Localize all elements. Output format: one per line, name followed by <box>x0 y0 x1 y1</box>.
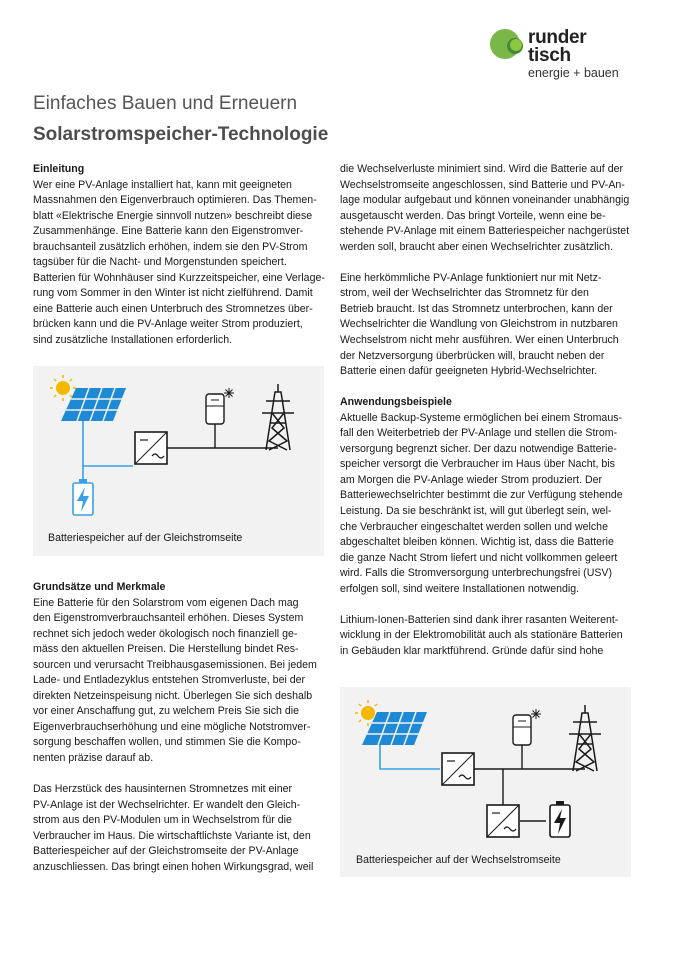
examples-heading: Anwendungsbeispiele <box>340 396 452 409</box>
left-intro-section <box>33 162 333 349</box>
text-line: sorgung beschaffen wollen, und stimmen Sie die Kompo- <box>33 736 301 749</box>
battery-icon <box>550 801 570 837</box>
text-line: blatt «Elektrische Energie sinnvoll nutzen» beschreibt diese <box>33 209 313 222</box>
text-line: Zusammenhänge. Eine Batterie kann den Eigenstromver- <box>33 225 304 238</box>
text-line: abgeschaltet bleiben können. Wichtig ist, dass die Batterie <box>340 536 614 549</box>
lithium-text <box>340 613 650 660</box>
intro-text <box>33 178 333 349</box>
text-line: werden soll, braucht aber einen Wechselrichter zusätzlich. <box>340 240 614 253</box>
principles-heading: Grundsätze und Merkmale <box>33 581 166 593</box>
text-line: Wechselrichter die Wandlung von Gleichstrom in nutzbaren <box>340 318 618 331</box>
text-line: che Verbraucher eingeschaltet werden sollen und welche <box>340 520 608 533</box>
power-pylon-icon <box>569 705 601 771</box>
text-line: Verbraucher im Haus. Die wirtschaftlichste Variante ist, den <box>33 829 311 842</box>
text-line: sourcen und verursacht Treibhausgasemissionen. Bei jedem <box>33 658 317 671</box>
text-line: wird. Falls die Stromversorgung unterbrechungsfrei (USV) <box>340 567 613 580</box>
text-line: Eine Batterie für den Solarstrom vom eigenen Dach mag <box>33 596 299 609</box>
text-line: nenten präzise darauf ab. <box>33 752 154 765</box>
text-line: Wer eine PV-Anlage installiert hat, kann mit geeigneten <box>33 178 292 191</box>
text-line: eine Batterie auch einen Unterbruch des Stromnetzes über- <box>33 302 313 315</box>
text-line: brücken kann und die PV-Anlage weiter Strom produziert, <box>33 318 303 331</box>
text-line: direkten Netzeinspeisung nicht. Überlegen Sie sich deshalb <box>33 689 313 702</box>
intro-heading: Einleitung <box>33 163 85 175</box>
figure-dc-storage <box>33 366 324 556</box>
continuation-text <box>340 162 650 255</box>
logo <box>488 26 668 82</box>
text-line: mäss den aktuellen Preisen. Die Herstellung bindet Res- <box>33 643 299 656</box>
text-line: lage modular aufgebaut und können voneinander unabhängig <box>340 194 630 207</box>
logo-line-2: tisch <box>528 45 571 66</box>
grid-text <box>340 271 650 380</box>
text-line: Eigenverbrauchserhöhung und eine mögliche Notstromver- <box>33 720 311 733</box>
battery-inverter-icon <box>487 805 519 837</box>
inverter-icon <box>135 432 167 464</box>
page-title: Solarstromspeicher-Technologie <box>33 124 329 145</box>
text-line: ausgetauscht werden. Das bringt Vorteile, wenn eine be- <box>340 209 606 222</box>
left-principles-section <box>33 580 333 875</box>
text-line: strom aus den PV-Modulen um in Wechselstrom für die <box>33 814 292 827</box>
text-line: speicher versorgt die Verbraucher im Haus über Nacht, bis <box>340 458 615 471</box>
text-line: am Morgen die PV-Anlage wieder Strom produziert. Der <box>340 473 603 486</box>
heat-pump-icon <box>513 709 541 745</box>
text-line: strom, weil der Wechselrichter das Stromnetz für den <box>340 287 589 300</box>
text-line: erfolgen soll, sind weitere Installationen notwendig. <box>340 582 580 595</box>
text-line: Massnahmen den Eigenverbrauch optimieren. Das Themen- <box>33 194 317 207</box>
inverter-text <box>33 782 333 875</box>
text-line: stehende PV-Anlage mit einem Batteriespeicher nachgerüstet <box>340 225 630 238</box>
text-line: rechnet sich jedoch weder ökologisch noch finanziell ge- <box>33 627 298 640</box>
figure-ac-caption: Batteriespeicher auf der Wechselstromseite <box>356 854 561 866</box>
solar-panel-icon <box>61 388 126 421</box>
text-line: wicklung in der Elektromobilität auch als stationäre Batterien <box>340 629 623 642</box>
text-line: rung vom Sommer in den Winter ist nicht zielführend. Damit <box>33 287 313 300</box>
power-pylon-icon <box>262 384 294 450</box>
heat-pump-icon <box>206 388 234 424</box>
text-line: Lade- und Entladezyklus entstehen Stromverluste, bei der <box>33 674 306 687</box>
text-line: Batterie einen dafür geeigneten Hybrid-Wechselrichter. <box>340 365 598 378</box>
figure-ac-storage <box>340 687 631 877</box>
logo-line-3: energie + bauen <box>528 66 619 80</box>
text-line: brauchsanteil zusätzlich erhöhen, indem sie den PV-Strom <box>33 240 308 253</box>
text-line: Wechselstromseite angeschlossen, sind Batterie und PV-An- <box>340 178 625 191</box>
text-line: Wechselstrom nicht mehr ausführen. Wer einen Unterbruch <box>340 334 619 347</box>
text-line: die ganze Nacht Strom liefert und nicht vollkommen geleert <box>340 551 618 564</box>
text-line: Aktuelle Backup-Systeme ermöglichen bei einem Stromaus- <box>340 411 623 424</box>
text-line: Eine herkömmliche PV-Anlage funktioniert nur mit Netz- <box>340 271 602 284</box>
text-line: PV-Anlage ist der Wechselrichter. Er wandelt den Gleich- <box>33 798 301 811</box>
text-line: anzuschliessen. Das bringt einen hohen Wirkungsgrad, weil <box>33 860 314 873</box>
inverter-icon <box>442 753 474 785</box>
text-line: Betrieb braucht. Ist das Stromnetz unterbrochen, kann der <box>340 302 613 315</box>
text-line: der Netzversorgung überbrücken will, braucht neben der <box>340 349 605 362</box>
text-line: versorgung begrenzt sicher. Der dazu notwendige Batterie- <box>340 442 617 455</box>
text-line: Batteriewechselrichter bestimmt die zur Verfügung stehende <box>340 489 623 502</box>
text-line: Leistung. Da sie beschränkt ist, will gut überlegt sein, wel- <box>340 505 612 518</box>
text-line: tagsüber für die Nacht- und Morgenstunden speichert. <box>33 256 287 269</box>
text-line: vor einer Anschaffung gut, zu welchem Preis Sie sich die <box>33 705 299 718</box>
logo-mark-icon <box>488 26 528 66</box>
text-line: fall den Weiterbetrieb der PV-Anlage und stellen die Strom- <box>340 427 618 440</box>
page-supertitle: Einfaches Bauen und Erneuern <box>33 93 298 114</box>
text-line: Batterien für Wohnhäuser sind Kurzzeitspeicher, eine Verlage- <box>33 271 325 284</box>
text-line: Batteriespeicher auf der Gleichstromseite der PV-Anlage <box>33 845 299 858</box>
battery-icon <box>73 479 93 515</box>
examples-text <box>340 411 650 598</box>
text-line: den Eigenstromverbrauchsanteil erhöhen. Dieses System <box>33 612 304 625</box>
right-text-section <box>340 162 650 660</box>
text-line: in Gebäuden klar marktführend. Gründe dafür sind hohe <box>340 644 604 657</box>
figure-dc-caption: Batteriespeicher auf der Gleichstromseite <box>48 532 243 544</box>
text-line: sind zusätzliche Installationen erforderlich. <box>33 334 233 347</box>
principles-text <box>33 596 333 767</box>
text-line: Das Herzstück des hausinternen Stromnetzes mit einer <box>33 783 293 796</box>
text-line: Lithium-Ionen-Batterien sind dank ihrer rasanten Weiterent- <box>340 613 619 626</box>
logo-line-1: runder <box>528 27 587 48</box>
text-line: die Wechselverluste minimiert sind. Wird die Batterie auf der <box>340 163 624 175</box>
